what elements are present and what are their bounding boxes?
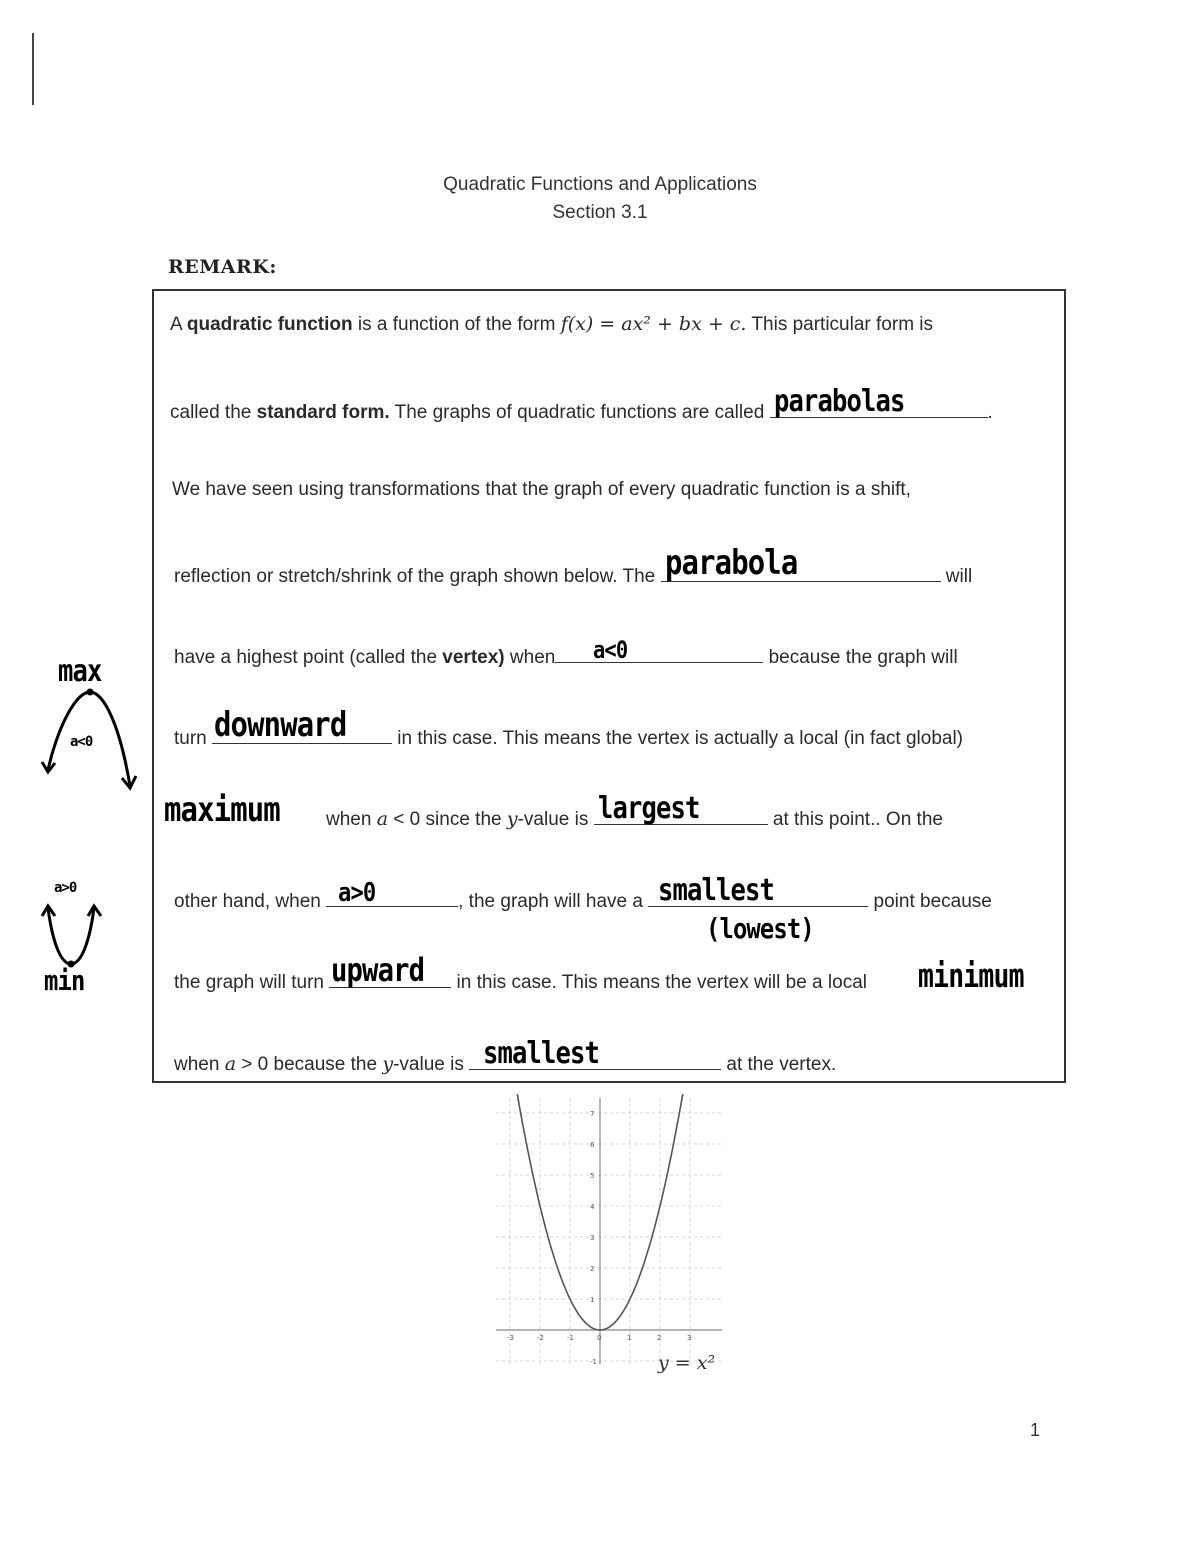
page-title: Quadratic Functions and Applications bbox=[443, 174, 757, 195]
blank-a-less-than-zero: a<0 bbox=[555, 642, 763, 663]
margin-a-greater-than-zero: a>0 bbox=[54, 880, 77, 896]
graph-caption: y = x² bbox=[658, 1352, 716, 1374]
text-line-4: reflection or stretch/shrink of the graph shown below. The parabola will bbox=[174, 542, 973, 587]
margin-min-label: min bbox=[44, 964, 85, 997]
blank-downward: downward bbox=[212, 723, 392, 744]
text-line-3: We have seen using transformations that the graph of every quadratic function is a shift, bbox=[172, 479, 911, 500]
margin-a-less-than-zero: a<0 bbox=[70, 734, 93, 750]
text-line-7: when a < 0 since the y-value is largest at this point.. On the bbox=[326, 790, 943, 830]
text-line-2: called the standard form. The graphs of quadratic functions are called parabolas . bbox=[170, 383, 993, 423]
x-tick-labels bbox=[507, 1334, 691, 1342]
y-tick-label: -1 bbox=[590, 1358, 597, 1366]
text-line-1: A quadratic function is a function of the form f(x) = ax² + bx + c. This particular form is bbox=[170, 313, 934, 335]
y-tick-label: 3 bbox=[590, 1234, 595, 1242]
handwritten-minimum: minimum bbox=[918, 956, 1024, 995]
text-line-10: when a > 0 because the y-value is smallest at the vertex. bbox=[174, 1035, 837, 1075]
y-tick-label: 5 bbox=[590, 1172, 595, 1180]
handwritten-lowest-note: (lowest) bbox=[706, 912, 814, 945]
x-tick-label: -2 bbox=[537, 1334, 544, 1342]
x-tick-label: 0 bbox=[597, 1334, 602, 1342]
blank-parabolas: parabolas bbox=[770, 397, 988, 418]
blank-largest: largest bbox=[594, 804, 768, 825]
text-line-8: other hand, when a>0 , the graph will have a smallest point because bbox=[174, 872, 992, 912]
parabola-graph bbox=[490, 1094, 730, 1384]
handwritten-maximum: maximum bbox=[164, 790, 280, 830]
x-tick-label: 3 bbox=[687, 1334, 692, 1342]
margin-upward-parabola-sketch bbox=[36, 894, 106, 974]
x-tick-label: -3 bbox=[507, 1334, 514, 1342]
margin-max-label: max bbox=[58, 654, 102, 689]
y-tick-label: 6 bbox=[590, 1141, 595, 1149]
x-tick-label: 1 bbox=[627, 1334, 632, 1342]
y-tick-label: 1 bbox=[590, 1296, 595, 1304]
section-label: Section 3.1 bbox=[552, 202, 648, 223]
margin-pen-mark bbox=[32, 33, 34, 105]
graph-grid bbox=[496, 1098, 722, 1364]
blank-smallest-2: smallest bbox=[469, 1049, 721, 1070]
blank-a-greater-than-zero: a>0 bbox=[326, 886, 458, 907]
y-tick-label: 2 bbox=[590, 1265, 595, 1273]
blank-smallest: smallest bbox=[648, 886, 868, 907]
page-number: 1 bbox=[1030, 1420, 1041, 1440]
text-line-9: the graph will turn upward in this case. This means the vertex will be a local bbox=[174, 950, 867, 993]
text-line-6: turn downward in this case. This means the vertex is actually a local (in fact global) bbox=[174, 704, 963, 749]
y-tick-label: 7 bbox=[590, 1110, 595, 1118]
text-line-5: have a highest point (called the vertex) when a<0 because the graph will bbox=[174, 635, 958, 668]
blank-upward: upward bbox=[329, 967, 451, 988]
blank-parabola: parabola bbox=[661, 561, 941, 582]
y-tick-label: 4 bbox=[590, 1203, 595, 1211]
x-tick-label: 2 bbox=[657, 1334, 662, 1342]
x-tick-label: -1 bbox=[567, 1334, 574, 1342]
remark-label: REMARK: bbox=[168, 256, 277, 278]
